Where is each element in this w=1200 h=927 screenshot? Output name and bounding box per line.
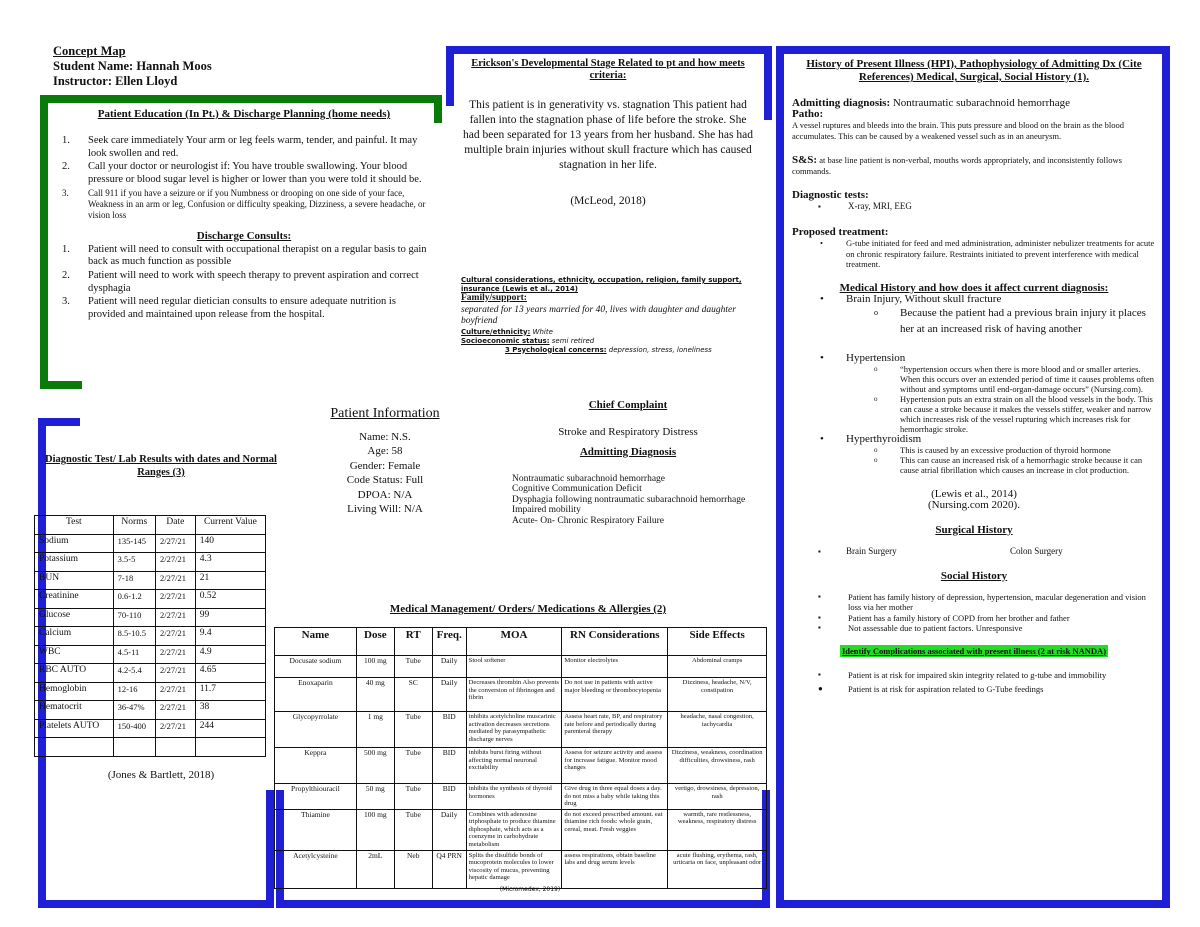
admitting-dx-heading: Admitting Diagnosis — [579, 446, 677, 458]
table-cell: Thiamine — [275, 809, 357, 850]
table-row — [275, 656, 767, 678]
table-row — [35, 645, 266, 664]
list-text: Call your doctor or neurologist if: You have trouble swallowing. Your blood pressure or blood sugar level is higher or lower than you were told it should be. — [88, 161, 422, 185]
list-number: 2. — [62, 269, 70, 281]
list-text: Patient is at risk for aspiration related to G-Tube feedings — [848, 684, 1044, 694]
hpi-border-top — [776, 46, 1170, 54]
htn-sub1 — [792, 364, 1156, 394]
hyperthyroid-item — [792, 434, 1156, 445]
discharge-list — [58, 244, 430, 322]
table-cell — [195, 738, 265, 757]
med-column-header: Name — [275, 628, 357, 656]
patient-info-line: Code Status: Full — [346, 474, 424, 486]
square-bullet-icon: ▪ — [818, 546, 821, 556]
patho-label: Patho: — [792, 108, 824, 120]
table-row — [35, 571, 266, 590]
circle-bullet-icon: o — [874, 445, 878, 454]
chief-heading: Chief Complaint — [588, 399, 668, 411]
list-number: 3. — [62, 296, 70, 308]
table-cell: 4.2-5.4 — [113, 664, 155, 683]
table-cell: WBC — [35, 645, 114, 664]
admitting-dx-item: Acute- On- Chronic Respiratory Failure — [512, 515, 664, 526]
circle-bullet-icon: o — [874, 394, 878, 403]
table-cell: Assess for seizure activity and assess for increase fatigue. Monitor mood changes — [562, 748, 668, 784]
med-column-header: Freq. — [432, 628, 466, 656]
table-cell: 2/27/21 — [156, 701, 196, 720]
erickson-border-top — [446, 46, 772, 54]
table-cell: Sodium — [35, 534, 114, 553]
socio-value: semi retired — [551, 336, 595, 345]
erickson-section — [460, 58, 756, 209]
table-cell: Calcium — [35, 627, 114, 646]
meds-border-bottom — [276, 900, 770, 908]
hpi-heading: History of Present Illness (HPI), Pathophysiology of Admitting Dx (Cite References) Medical, Surgical, Social History (1). — [806, 58, 1142, 83]
table-cell: 500 mg — [356, 748, 394, 784]
table-cell: Do not use in patients with active major bleeding or thrombocytopenia — [562, 678, 668, 712]
list-item — [58, 296, 430, 321]
bullet-icon: • — [820, 238, 823, 248]
table-cell: 0.52 — [195, 590, 265, 609]
table-cell: Propylthiouracil — [275, 784, 357, 810]
table-cell: Assess heart rate, BP, and respiratory rate before and periodically during parenteral therapy — [562, 712, 668, 748]
header — [53, 44, 212, 89]
education-section — [58, 108, 430, 322]
table-cell: Glycopyrrolate — [275, 712, 357, 748]
complications-heading-wrap — [792, 646, 1156, 658]
list-text: Patient has a family history of COPD from her brother and father — [848, 612, 1070, 623]
erickson-body: This patient is in generativity vs. stagnation This patient had fallen into the stagnation phase of life before the stroke. She had been separated for 13 years from her husband. She has had multiple brain injuries without skull fracture which has caused stagnation in her life. — [463, 99, 753, 171]
table-cell: 4.9 — [195, 645, 265, 664]
proposed-label: Proposed treatment: — [792, 226, 889, 238]
table-cell: Q4 PRN — [432, 850, 466, 888]
square-bullet-icon: ▪ — [818, 612, 821, 622]
list-item — [792, 592, 1156, 613]
bullet-icon: • — [820, 351, 824, 364]
hypertension-text: Hypertension — [846, 351, 906, 364]
table-cell: Daily — [432, 678, 466, 712]
table-cell: 2/27/21 — [156, 719, 196, 738]
table-cell: Hematocrit — [35, 701, 114, 720]
patho-text: A vessel ruptures and bleeds into the brain. This puts pressure and blood on the brain as the blood accumulates. This can be caused by a weakened vessel such as in an aneurysm. — [792, 120, 1124, 141]
lab-column-header: Date — [156, 516, 196, 535]
table-cell: 9.4 — [195, 627, 265, 646]
table-row — [35, 608, 266, 627]
psych-label: 3 Psychological concerns: — [505, 345, 607, 354]
table-row — [35, 627, 266, 646]
diag-label: Diagnostic tests: — [792, 189, 869, 201]
social-heading: Social History — [940, 569, 1008, 582]
patient-info-line: Age: 58 — [367, 445, 403, 457]
table-cell: Docusate sodium — [275, 656, 357, 678]
complications-heading: Identify Complications associated with present illness (2 at risk NANDA) — [841, 645, 1107, 656]
list-number: 1. — [62, 135, 70, 147]
table-cell: warmth, rare restlessness, weakness, respiratory distress — [668, 809, 767, 850]
table-row — [35, 682, 266, 701]
table-cell: BID — [432, 784, 466, 810]
table-cell: 99 — [195, 608, 265, 627]
admitting-dx-item: Impaired mobility — [512, 505, 581, 515]
family-text: separated for 13 years married for 40, lives with daughter and daughter boyfriend — [461, 304, 736, 326]
table-cell: 3.5-5 — [113, 553, 155, 572]
proposed-text: G-tube initiated for feed and med administration, administer nebulizer treatments for acute on chronic respiratory failure. Restraints initiated to prevent interference with medical treatment. — [846, 238, 1155, 269]
table-cell: 38 — [195, 701, 265, 720]
proposed-item — [792, 238, 1156, 270]
thy-sub1-text: This is caused by an excessive production of thyroid hormone — [900, 444, 1111, 455]
med-column-header: RN Considerations — [562, 628, 668, 656]
hypertension-item — [792, 353, 1156, 364]
list-text: Not assessable due to patient factors. Unresponsive — [848, 623, 1023, 633]
table-cell: 2/27/21 — [156, 571, 196, 590]
table-cell: Daily — [432, 656, 466, 678]
chief-section — [500, 400, 776, 526]
table-cell: Potassium — [35, 553, 114, 572]
square-bullet-icon: ▪ — [818, 591, 821, 601]
circle-bullet-icon: o — [874, 455, 878, 464]
table-row — [275, 850, 767, 888]
lab-citation: (Jones & Bartlett, 2018) — [107, 769, 215, 781]
med-column-header: RT — [394, 628, 432, 656]
brain-sub-text: Because the patient had a previous brain injury it places her at an increased risk of having another — [900, 306, 1146, 335]
table-cell: Creatinine — [35, 590, 114, 609]
med-column-header: Dose — [356, 628, 394, 656]
diag-list — [792, 201, 1156, 212]
patient-info-line: Living Will: N/A — [347, 503, 423, 515]
diagnostic-heading: Diagnostic Test/ Lab Results with dates and Normal Ranges (3) — [45, 454, 277, 478]
diag-border-right — [266, 790, 274, 908]
table-row — [35, 534, 266, 553]
lab-column-header: Test — [35, 516, 114, 535]
psych-value: depression, stress, loneliness — [608, 345, 712, 354]
erickson-citation: (McLeod, 2018) — [570, 195, 646, 207]
table-cell: 11.7 — [195, 682, 265, 701]
table-cell: 135-145 — [113, 534, 155, 553]
table-cell: 150-400 — [113, 719, 155, 738]
table-cell: 2/27/21 — [156, 627, 196, 646]
table-cell: Acetylcysteine — [275, 850, 357, 888]
table-cell: Dizziness, headache, N/V, constipation — [668, 678, 767, 712]
ss-label: S&S: — [792, 154, 818, 166]
table-row — [35, 701, 266, 720]
list-text: Patient will need to work with speech therapy to prevent aspiration and correct dysphagia — [88, 269, 419, 294]
table-row — [275, 678, 767, 712]
table-cell: 100 mg — [356, 656, 394, 678]
table-row — [275, 784, 767, 810]
table-cell: 40 mg — [356, 678, 394, 712]
list-item — [792, 613, 1156, 624]
table-cell: inhibits acetylcholine muscarinic activation decreases secretions mediated by parasympathetic discharge nerves — [466, 712, 562, 748]
erickson-border-left — [446, 46, 454, 106]
table-cell: Keppra — [275, 748, 357, 784]
circle-bullet-icon: o — [874, 364, 878, 373]
square-bullet-icon: ▪ — [818, 669, 821, 679]
table-cell — [35, 738, 114, 757]
table-cell: headache, nasal congestion, tachycardia — [668, 712, 767, 748]
list-text: Patient will need to consult with occupational therapist on a regular basis to gain back as much function as possible — [88, 243, 427, 268]
family-label: Family/support: — [461, 293, 527, 303]
med-column-header: MOA — [466, 628, 562, 656]
list-item — [58, 188, 430, 221]
patient-heading: Patient Information — [330, 406, 440, 421]
list-text: Patient will need regular dietician consults to ensure adequate nutrition is provided and maintained upon release from the hospital. — [88, 296, 396, 320]
table-cell: SC — [394, 678, 432, 712]
table-cell — [113, 738, 155, 757]
table-cell: Tube — [394, 712, 432, 748]
list-text: X-ray, MRI, EEG — [848, 201, 912, 211]
education-heading: Patient Education (In Pt.) & Discharge Planning (home needs) — [97, 108, 391, 120]
admitting-dx-item: Nontraumatic subarachnoid hemorrhage — [512, 473, 665, 484]
patient-lines — [300, 430, 470, 517]
table-cell: Glucose — [35, 608, 114, 627]
table-cell: 4.3 — [195, 553, 265, 572]
table-cell: 2/27/21 — [156, 682, 196, 701]
list-item — [58, 161, 430, 186]
table-cell: 2mL — [356, 850, 394, 888]
instructor-name: Instructor: Ellen Lloyd — [53, 74, 178, 88]
culture-value: White — [532, 327, 553, 336]
patient-info-line: DPOA: N/A — [357, 488, 413, 501]
diag-border-bottom — [38, 900, 274, 908]
table-cell: Tube — [394, 809, 432, 850]
table-cell: 70-110 — [113, 608, 155, 627]
admitting-dx-list — [500, 474, 776, 527]
table-cell: Monitor electrolytes — [562, 656, 668, 678]
table-cell: inhibits the synthesis of thyroid hormones — [466, 784, 562, 810]
list-item — [792, 201, 1156, 212]
culture-label: Culture/ethnicity: — [461, 327, 531, 336]
list-text: Seek care immediately Your arm or leg feels warm, tender, and painful. It may look swollen and red. — [88, 135, 418, 159]
list-text: Patient is at risk for impaired skin integrity related to g-tube and immobility — [848, 669, 1107, 680]
hpi-cite2: (Nursing.com 2020). — [928, 498, 1020, 511]
table-cell: Hemoglobin — [35, 682, 114, 701]
table-row — [35, 590, 266, 609]
table-cell: 244 — [195, 719, 265, 738]
meds-table — [274, 627, 767, 889]
table-cell: Tube — [394, 748, 432, 784]
table-cell: 4.5-11 — [113, 645, 155, 664]
thy-sub2-text: This can cause an increased risk of a hemorrhagic stroke because it can cause atrial fibrillation which causes an increase in clot production. — [900, 454, 1143, 475]
table-cell: Splits the disulfide bonds of mucoprotein molecules to lower viscosity of mucus, preventing hepatic damage — [466, 850, 562, 888]
square-bullet-icon: ▪ — [818, 623, 821, 632]
table-row — [275, 748, 767, 784]
table-cell: Neb — [394, 850, 432, 888]
table-cell: 100 mg — [356, 809, 394, 850]
table-cell: BUN — [35, 571, 114, 590]
square-bullet-icon: ▪ — [818, 202, 821, 211]
socio-label: Socioeconomic status: — [461, 336, 550, 345]
table-cell: Tube — [394, 656, 432, 678]
table-cell: 140 — [195, 534, 265, 553]
list-item — [792, 623, 1156, 634]
table-cell: BID — [432, 712, 466, 748]
surg-item — [792, 546, 1156, 557]
table-row — [275, 809, 767, 850]
table-cell: 2/27/21 — [156, 664, 196, 683]
green-border-right — [434, 95, 442, 123]
green-border-bottom — [40, 381, 82, 389]
hpi-border-left — [776, 46, 784, 908]
erickson-border-right — [764, 46, 772, 120]
table-cell: do not exceed prescribed amount. eat thiamine rich foods: whole grain, cereal, meat. Fresh veggies — [562, 809, 668, 850]
table-cell: Abdominal cramps — [668, 656, 767, 678]
patient-info-line: Name: N.S. — [359, 430, 411, 443]
hpi-border-right — [1162, 46, 1170, 908]
chief-text: Stroke and Respiratory Distress — [558, 425, 698, 438]
list-item — [58, 244, 430, 269]
table-cell: 2/27/21 — [156, 534, 196, 553]
discharge-heading: Discharge Consults: — [196, 229, 292, 242]
table-cell: vertigo, drowsiness, depression, rash — [668, 784, 767, 810]
table-cell: Dizziness, weakness, coordination difficulties, drowsiness, rash — [668, 748, 767, 784]
list-item — [792, 684, 1156, 695]
student-name: Student Name: Hannah Moos — [53, 59, 212, 73]
table-row — [275, 712, 767, 748]
lab-column-header: Current Value — [195, 516, 265, 535]
admitting-dx-item: Cognitive Communication Deficit — [512, 484, 642, 494]
green-border-left — [40, 95, 48, 389]
education-list — [58, 135, 430, 220]
table-cell: 1 mg — [356, 712, 394, 748]
table-cell: 7-18 — [113, 571, 155, 590]
htn-sub2-text: Hypertension puts an extra strain on all the blood vessels in the body. This can cause a stroke because it makes the vessels stiffer, weaker and narrow which increases risk of the vessel rupturing which increases risk for hemorrhagic stroke. — [900, 393, 1153, 434]
table-cell: 4.65 — [195, 664, 265, 683]
table-cell: RBC AUTO — [35, 664, 114, 683]
table-cell: 2/27/21 — [156, 608, 196, 627]
green-border-top — [40, 95, 442, 103]
lab-table — [34, 515, 266, 757]
table-cell: 2/27/21 — [156, 645, 196, 664]
brain-injury-item — [792, 294, 1156, 305]
erickson-heading: Erickson's Developmental Stage Related to pt and how meets criteria: — [471, 58, 745, 81]
hyperthyroid-text: Hyperthyroidism — [846, 432, 922, 445]
table-cell: 36-47% — [113, 701, 155, 720]
table-cell: 2/27/21 — [156, 590, 196, 609]
table-cell: Tube — [394, 784, 432, 810]
table-cell: Enoxaparin — [275, 678, 357, 712]
hpi-cite1: (Lewis et al., 2014) — [931, 487, 1017, 500]
meds-heading: Medical Management/ Orders/ Medications & Allergies (2) — [389, 603, 667, 615]
table-row — [35, 553, 266, 572]
bullet-icon: • — [820, 292, 824, 305]
table-cell: 2/27/21 — [156, 553, 196, 572]
list-number: 3. — [62, 187, 69, 198]
thy-sub2 — [792, 455, 1156, 475]
surg-item1-text: Brain Surgery — [846, 545, 897, 556]
patient-info-line: Gender: Female — [349, 459, 421, 472]
list-item — [792, 670, 1156, 681]
list-text: Patient has family history of depression, hypertension, macular degeneration and vision loss via her mother — [848, 591, 1146, 612]
cultural-section — [461, 276, 761, 355]
table-cell: inhibits burst firing without affecting normal neuronal excitability — [466, 748, 562, 784]
table-row — [35, 738, 266, 757]
table-cell: BID — [432, 748, 466, 784]
admitting-dx-item: Dysphagia following nontraumatic subarachnoid hemorrhage — [512, 494, 746, 505]
htn-sub2 — [792, 394, 1156, 434]
table-cell — [156, 738, 196, 757]
list-number: 1. — [62, 243, 70, 255]
hpi-section — [792, 58, 1156, 699]
table-cell: 0.6-1.2 — [113, 590, 155, 609]
thy-sub1 — [792, 445, 1156, 455]
table-cell: 21 — [195, 571, 265, 590]
ss-text: at base line patient is non-verbal, mouths words appropriately, and inconsistently follows commands. — [792, 155, 1122, 176]
table-cell: Decreases thrombin Also prevents the conversion of fibrinogen and fibrin — [466, 678, 562, 712]
table-cell: 12-16 — [113, 682, 155, 701]
list-text: Call 911 if you have a seizure or if you Numbness or drooping on one side of your face, Weakness in an arm or leg, Confusion or difficulty speaking, Dizziness, a severe headache, or vision loss — [88, 187, 426, 220]
table-row — [35, 664, 266, 683]
brain-sub-item — [792, 305, 1156, 337]
meds-citation: (Micromedex, 2019) — [499, 886, 561, 893]
table-cell: 50 mg — [356, 784, 394, 810]
page-title: Concept Map — [53, 44, 126, 58]
table-cell: assess respirations, obtain baseline labs and drug serum levels — [562, 850, 668, 888]
table-cell: Give drug in three equal doses a day. do not miss a baby while taking this drug — [562, 784, 668, 810]
brain-injury-text: Brain Injury, Without skull fracture — [846, 292, 1002, 305]
list-item — [58, 270, 430, 295]
surg-heading: Surgical History — [935, 523, 1013, 536]
complications-list — [792, 670, 1156, 695]
table-row — [35, 719, 266, 738]
circle-bullet-icon: o — [874, 307, 878, 317]
admitting-label: Admitting diagnosis: — [792, 97, 891, 109]
cultural-heading: Cultural considerations, ethnicity, occupation, religion, family support, insurance (Lewis et al., 2014) — [461, 276, 742, 293]
htn-sub1-text: “hypertension occurs when there is more blood and or smaller arteries. When this occurs over an extended period of time it causes problems often without and symptoms until end-organ-damage occurs” (Nursing.com). — [900, 363, 1154, 394]
bullet-icon: • — [820, 432, 824, 445]
patient-section — [300, 407, 470, 517]
list-item — [58, 135, 430, 160]
med-column-header: Side Effects — [668, 628, 767, 656]
lab-column-header: Norms — [113, 516, 155, 535]
surg-item2-text: Colon Surgery — [1010, 545, 1063, 556]
table-cell: Stool softener — [466, 656, 562, 678]
table-cell: 8.5-10.5 — [113, 627, 155, 646]
table-cell: Daily — [432, 809, 466, 850]
table-cell: Combines with adenosine triphosphate to produce thiamine diphosphate, which acts as a coenzyme in carbohydrate metabolism — [466, 809, 562, 850]
hpi-border-bottom — [776, 900, 1170, 908]
square-bullet-icon: ● — [818, 684, 823, 693]
medhist-heading: Medical History and how does it affect current diagnosis: — [839, 281, 1109, 294]
list-number: 2. — [62, 161, 70, 173]
table-cell: Platelets AUTO — [35, 719, 114, 738]
admitting-value: Nontraumatic subarachnoid hemorrhage — [892, 97, 1071, 109]
social-list — [792, 592, 1156, 634]
table-cell: acute flushing, erythema, rash, urticaria on face, unpleasant odor — [668, 850, 767, 888]
